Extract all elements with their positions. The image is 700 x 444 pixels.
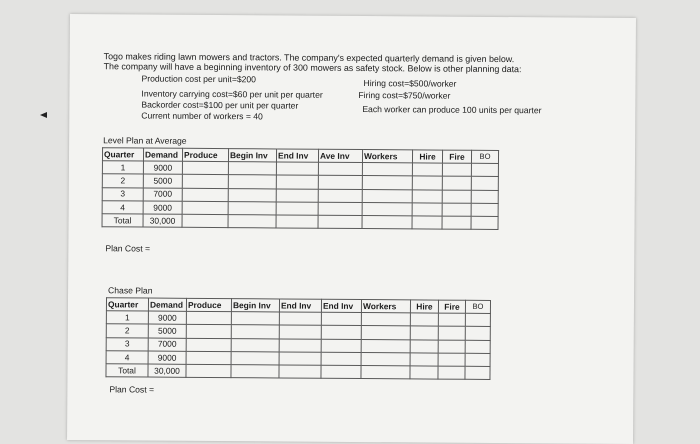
- empty-cell: [279, 352, 321, 365]
- quarter-cell: 3: [106, 337, 148, 350]
- empty-cell: [279, 312, 321, 325]
- demand-cell: 30,000: [143, 214, 182, 227]
- demand-cell: 5000: [143, 174, 182, 187]
- intro-line-2: The company will have a beginning inventory of 300 mowers as safety stock. Below is other planning data:: [103, 61, 522, 75]
- empty-cell: [318, 189, 362, 202]
- demand-cell: 7000: [143, 188, 182, 201]
- quarter-cell: 4: [106, 351, 148, 364]
- worksheet-page: [67, 14, 636, 444]
- hiring-cost: Hiring cost=$500/worker: [363, 78, 457, 89]
- empty-cell: [471, 177, 498, 190]
- empty-cell: [182, 201, 228, 215]
- empty-cell: [182, 161, 228, 175]
- empty-cell: [321, 352, 361, 365]
- empty-cell: [410, 339, 438, 352]
- empty-cell: [231, 365, 279, 379]
- quarter-cell: 2: [106, 324, 148, 337]
- header-cell: Hire: [410, 300, 438, 313]
- empty-cell: [412, 203, 442, 216]
- empty-cell: [321, 312, 361, 325]
- empty-cell: [228, 162, 276, 176]
- demand-cell: 30,000: [148, 364, 186, 377]
- empty-cell: [276, 162, 318, 175]
- chase-plan-table: [105, 297, 491, 380]
- empty-cell: [442, 163, 471, 176]
- empty-cell: [361, 365, 410, 379]
- empty-cell: [362, 176, 412, 190]
- header-cell: End Inv: [276, 149, 318, 162]
- empty-cell: [186, 351, 231, 365]
- empty-cell: [410, 353, 438, 366]
- empty-cell: [182, 188, 228, 202]
- header-cell: Quarter: [102, 148, 143, 161]
- empty-cell: [231, 312, 279, 326]
- empty-cell: [228, 175, 276, 189]
- empty-cell: [182, 175, 228, 189]
- empty-cell: [465, 353, 490, 366]
- empty-cell: [465, 340, 490, 353]
- quarter-cell: 3: [102, 187, 143, 200]
- empty-cell: [412, 216, 442, 229]
- empty-cell: [471, 190, 498, 203]
- empty-cell: [465, 313, 490, 326]
- empty-cell: [465, 366, 490, 379]
- backorder-cost: Backorder cost=$100 per unit per quarter: [141, 99, 299, 111]
- empty-cell: [318, 162, 362, 175]
- empty-cell: [410, 326, 438, 339]
- empty-cell: [442, 190, 471, 203]
- demand-cell: 9000: [143, 201, 182, 214]
- chase-plan-cost-label: Plan Cost =: [109, 384, 155, 395]
- empty-cell: [186, 364, 231, 378]
- carrying-cost: Inventory carrying cost=$60 per unit per quarter: [141, 88, 323, 100]
- empty-cell: [471, 216, 498, 229]
- demand-cell: 7000: [148, 338, 186, 351]
- header-cell: Begin Inv: [228, 149, 276, 163]
- quarter-cell: 1: [102, 161, 143, 174]
- empty-cell: [361, 339, 410, 353]
- empty-cell: [412, 163, 442, 176]
- empty-cell: [228, 201, 276, 215]
- quarter-cell: 2: [102, 174, 143, 187]
- empty-cell: [276, 189, 318, 202]
- empty-cell: [231, 351, 279, 365]
- header-cell: Workers: [361, 300, 410, 314]
- quarter-cell: Total: [102, 214, 143, 227]
- empty-cell: [465, 327, 490, 340]
- empty-cell: [231, 338, 279, 352]
- header-cell: Produce: [186, 298, 231, 312]
- empty-cell: [362, 202, 412, 216]
- empty-cell: [228, 215, 276, 229]
- empty-cell: [471, 163, 498, 176]
- demand-cell: 9000: [148, 351, 186, 364]
- empty-cell: [321, 339, 361, 352]
- empty-cell: [438, 340, 465, 353]
- empty-cell: [438, 353, 465, 366]
- quarter-cell: 1: [106, 311, 148, 324]
- empty-cell: [471, 203, 498, 216]
- production-cost: Production cost per unit=$200: [141, 73, 257, 85]
- empty-cell: [438, 313, 465, 326]
- current-workers: Current number of workers = 40: [141, 110, 263, 122]
- header-cell: Begin Inv: [231, 299, 279, 313]
- empty-cell: [410, 366, 438, 379]
- empty-cell: [279, 339, 321, 352]
- empty-cell: [362, 215, 412, 229]
- empty-cell: [276, 175, 318, 188]
- empty-cell: [361, 326, 410, 340]
- header-cell: Demand: [148, 298, 186, 311]
- empty-cell: [362, 163, 412, 177]
- empty-cell: [186, 338, 231, 352]
- demand-cell: 9000: [148, 311, 186, 324]
- empty-cell: [279, 365, 321, 378]
- header-cell: Demand: [143, 148, 182, 161]
- empty-cell: [186, 325, 231, 339]
- empty-cell: [228, 188, 276, 202]
- empty-cell: [412, 189, 442, 202]
- empty-cell: [438, 366, 465, 379]
- empty-cell: [442, 203, 471, 216]
- level-plan-table: [102, 147, 500, 230]
- level-plan-title: Level Plan at Average: [103, 135, 187, 146]
- header-cell: Workers: [362, 150, 412, 164]
- worker-capacity: Each worker can produce 100 units per quarter: [362, 104, 542, 116]
- empty-cell: [318, 176, 362, 189]
- header-cell: Fire: [438, 300, 465, 313]
- mouse-pointer-icon: [40, 112, 47, 118]
- empty-cell: [318, 202, 362, 215]
- table-row: [102, 214, 498, 230]
- empty-cell: [361, 313, 410, 327]
- header-cell: Fire: [442, 150, 471, 163]
- empty-cell: [186, 312, 231, 326]
- empty-cell: [410, 313, 438, 326]
- header-cell: Hire: [412, 150, 442, 163]
- empty-cell: [442, 176, 471, 189]
- empty-cell: [438, 326, 465, 339]
- table-row: [106, 364, 490, 380]
- header-cell: Produce: [182, 148, 228, 162]
- header-cell: Ave Inv: [318, 149, 362, 162]
- firing-cost: Firing cost=$750/worker: [358, 90, 451, 101]
- empty-cell: [321, 365, 361, 378]
- header-cell: End Inv: [321, 299, 361, 312]
- level-plan-cost-label: Plan Cost =: [105, 243, 151, 254]
- quarter-cell: Total: [106, 364, 148, 377]
- chase-plan-title: Chase Plan: [108, 285, 153, 296]
- header-cell: Quarter: [106, 298, 148, 311]
- intro-line-1: Togo makes riding lawn mowers and tractors. The company's expected quarterly demand is given below.: [103, 51, 515, 65]
- header-cell: BO: [471, 150, 498, 163]
- empty-cell: [231, 325, 279, 339]
- empty-cell: [318, 215, 362, 228]
- empty-cell: [412, 176, 442, 189]
- header-cell: End Inv: [279, 299, 321, 312]
- empty-cell: [182, 214, 228, 228]
- empty-cell: [321, 326, 361, 339]
- empty-cell: [276, 202, 318, 215]
- header-cell: BO: [465, 300, 490, 313]
- quarter-cell: 4: [102, 200, 143, 213]
- empty-cell: [279, 325, 321, 338]
- demand-cell: 9000: [143, 161, 182, 174]
- empty-cell: [442, 216, 471, 229]
- empty-cell: [361, 352, 410, 366]
- empty-cell: [276, 215, 318, 228]
- empty-cell: [362, 189, 412, 203]
- demand-cell: 5000: [148, 324, 186, 337]
